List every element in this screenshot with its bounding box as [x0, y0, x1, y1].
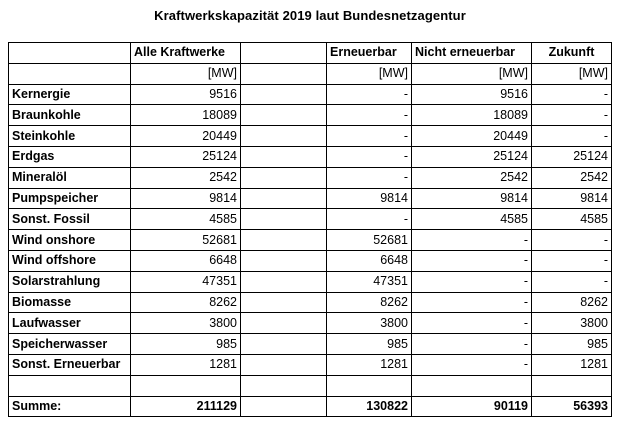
value-erneuerbar: -	[327, 105, 412, 126]
table-row	[9, 84, 612, 105]
header-erneuerbar: Erneuerbar	[327, 43, 412, 64]
header-cell-empty	[241, 43, 327, 64]
value-erneuerbar: -	[327, 126, 412, 147]
sum-row	[9, 396, 612, 417]
sum-alle-kraftwerke: 211129	[131, 396, 241, 417]
value-nicht-erneuerbar: 20449	[412, 126, 532, 147]
value-nicht-erneuerbar: -	[412, 230, 532, 251]
value-erneuerbar: 1281	[327, 354, 412, 375]
row-label: Erdgas	[9, 146, 131, 167]
table-row	[9, 209, 612, 230]
value-alle-kraftwerke: 4585	[131, 209, 241, 230]
value-erneuerbar: 3800	[327, 313, 412, 334]
empty-cell	[241, 313, 327, 334]
value-zukunft: 25124	[532, 146, 612, 167]
page-title: Kraftwerkskapazität 2019 laut Bundesnetzagentur	[154, 8, 466, 23]
empty-cell	[532, 375, 612, 396]
value-zukunft: -	[532, 250, 612, 271]
table-row	[9, 167, 612, 188]
value-nicht-erneuerbar: 25124	[412, 146, 532, 167]
empty-cell	[131, 375, 241, 396]
value-nicht-erneuerbar: -	[412, 292, 532, 313]
value-zukunft: -	[532, 105, 612, 126]
value-erneuerbar: -	[327, 167, 412, 188]
row-label: Wind offshore	[9, 250, 131, 271]
blank-row	[9, 375, 612, 396]
header-nicht-erneuerbar: Nicht erneuerbar	[412, 43, 532, 64]
unit-row	[9, 63, 612, 84]
value-nicht-erneuerbar: -	[412, 334, 532, 355]
row-label: Wind onshore	[9, 230, 131, 251]
unit-cell: [MW]	[327, 63, 412, 84]
value-alle-kraftwerke: 9516	[131, 84, 241, 105]
table-row	[9, 230, 612, 251]
table-row	[9, 250, 612, 271]
value-zukunft: -	[532, 126, 612, 147]
unit-cell-empty	[9, 63, 131, 84]
row-label: Mineralöl	[9, 167, 131, 188]
value-zukunft: -	[532, 84, 612, 105]
value-zukunft: 1281	[532, 354, 612, 375]
row-label: Sonst. Erneuerbar	[9, 354, 131, 375]
table-row	[9, 126, 612, 147]
value-alle-kraftwerke: 6648	[131, 250, 241, 271]
value-alle-kraftwerke: 52681	[131, 230, 241, 251]
value-erneuerbar: 985	[327, 334, 412, 355]
table-row	[9, 354, 612, 375]
empty-cell	[241, 209, 327, 230]
value-nicht-erneuerbar: 18089	[412, 105, 532, 126]
sum-erneuerbar: 130822	[327, 396, 412, 417]
value-erneuerbar: 52681	[327, 230, 412, 251]
value-nicht-erneuerbar: -	[412, 250, 532, 271]
value-alle-kraftwerke: 47351	[131, 271, 241, 292]
unit-cell: [MW]	[131, 63, 241, 84]
empty-cell	[241, 146, 327, 167]
sum-zukunft: 56393	[532, 396, 612, 417]
row-label: Solarstrahlung	[9, 271, 131, 292]
value-zukunft: 985	[532, 334, 612, 355]
value-zukunft: 2542	[532, 167, 612, 188]
row-label: Kernergie	[9, 84, 131, 105]
row-label: Pumpspeicher	[9, 188, 131, 209]
empty-cell	[241, 354, 327, 375]
unit-cell: [MW]	[532, 63, 612, 84]
empty-cell	[241, 126, 327, 147]
empty-cell	[241, 230, 327, 251]
row-label: Speicherwasser	[9, 334, 131, 355]
empty-cell	[241, 375, 327, 396]
value-nicht-erneuerbar: -	[412, 271, 532, 292]
value-alle-kraftwerke: 8262	[131, 292, 241, 313]
empty-cell	[241, 188, 327, 209]
value-erneuerbar: 47351	[327, 271, 412, 292]
table-row	[9, 271, 612, 292]
table-row	[9, 105, 612, 126]
table-row	[9, 188, 612, 209]
value-nicht-erneuerbar: 9516	[412, 84, 532, 105]
value-alle-kraftwerke: 1281	[131, 354, 241, 375]
sum-nicht-erneuerbar: 90119	[412, 396, 532, 417]
empty-cell	[241, 334, 327, 355]
capacity-table	[8, 42, 612, 417]
value-alle-kraftwerke: 20449	[131, 126, 241, 147]
value-nicht-erneuerbar: 9814	[412, 188, 532, 209]
value-erneuerbar: 9814	[327, 188, 412, 209]
empty-cell	[241, 84, 327, 105]
value-nicht-erneuerbar: -	[412, 313, 532, 334]
row-label: Biomasse	[9, 292, 131, 313]
row-label: Sonst. Fossil	[9, 209, 131, 230]
value-alle-kraftwerke: 2542	[131, 167, 241, 188]
empty-cell	[9, 375, 131, 396]
value-erneuerbar: 6648	[327, 250, 412, 271]
value-alle-kraftwerke: 3800	[131, 313, 241, 334]
value-zukunft: 3800	[532, 313, 612, 334]
unit-cell: [MW]	[412, 63, 532, 84]
value-zukunft: 8262	[532, 292, 612, 313]
value-zukunft: -	[532, 230, 612, 251]
value-erneuerbar: -	[327, 84, 412, 105]
value-erneuerbar: 8262	[327, 292, 412, 313]
value-zukunft: 9814	[532, 188, 612, 209]
empty-cell	[241, 105, 327, 126]
row-label: Laufwasser	[9, 313, 131, 334]
empty-cell	[241, 250, 327, 271]
sum-label: Summe:	[9, 396, 131, 417]
value-alle-kraftwerke: 25124	[131, 146, 241, 167]
header-alle-kraftwerke: Alle Kraftwerke	[131, 43, 241, 64]
empty-cell	[412, 375, 532, 396]
empty-cell	[241, 167, 327, 188]
table-row	[9, 146, 612, 167]
value-nicht-erneuerbar: -	[412, 354, 532, 375]
row-label: Braunkohle	[9, 105, 131, 126]
empty-cell	[241, 271, 327, 292]
table-row	[9, 313, 612, 334]
empty-cell	[241, 396, 327, 417]
value-alle-kraftwerke: 18089	[131, 105, 241, 126]
value-erneuerbar: -	[327, 209, 412, 230]
empty-cell	[327, 375, 412, 396]
value-nicht-erneuerbar: 4585	[412, 209, 532, 230]
value-zukunft: -	[532, 271, 612, 292]
header-row	[9, 43, 612, 64]
value-zukunft: 4585	[532, 209, 612, 230]
table-row	[9, 292, 612, 313]
table-row	[9, 334, 612, 355]
unit-cell-empty	[241, 63, 327, 84]
value-alle-kraftwerke: 9814	[131, 188, 241, 209]
value-alle-kraftwerke: 985	[131, 334, 241, 355]
value-erneuerbar: -	[327, 146, 412, 167]
header-zukunft: Zukunft	[532, 43, 612, 64]
empty-cell	[241, 292, 327, 313]
header-cell-empty	[9, 43, 131, 64]
value-nicht-erneuerbar: 2542	[412, 167, 532, 188]
row-label: Steinkohle	[9, 126, 131, 147]
